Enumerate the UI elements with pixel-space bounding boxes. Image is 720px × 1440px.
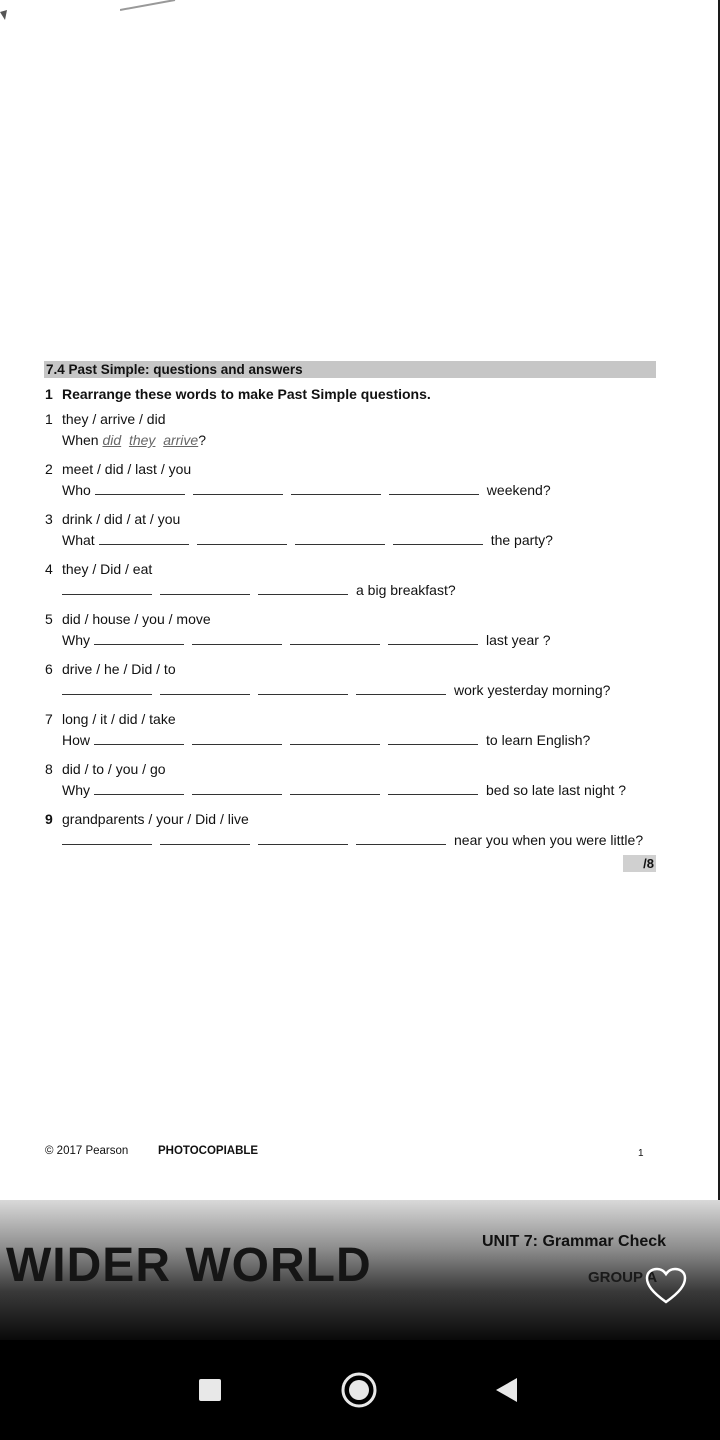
answer-blank[interactable] xyxy=(290,730,380,745)
answer-blank[interactable] xyxy=(197,530,287,545)
answer-blank[interactable] xyxy=(388,630,478,645)
answer-line xyxy=(62,430,206,450)
answer-blank[interactable] xyxy=(393,530,483,545)
unit-title: UNIT 7: Grammar Check xyxy=(482,1233,667,1250)
answer-blank[interactable] xyxy=(388,730,478,745)
exercise-number: 1 xyxy=(45,386,53,402)
page-number: 1 xyxy=(638,1148,644,1159)
answer-blank[interactable] xyxy=(192,780,282,795)
answer-line xyxy=(62,730,590,750)
question-number: 5 xyxy=(45,611,53,627)
answer-line xyxy=(62,580,456,600)
answer-start: Why xyxy=(62,632,90,648)
answer-blank[interactable] xyxy=(388,780,478,795)
answer-blank[interactable] xyxy=(291,480,381,495)
answer-end: weekend? xyxy=(486,482,551,498)
word-prompt: drive / he / Did / to xyxy=(62,661,176,677)
circle-icon xyxy=(340,1371,378,1409)
answer-blank[interactable] xyxy=(192,730,282,745)
triangle-back-icon xyxy=(493,1376,519,1404)
answer-blank[interactable] xyxy=(290,780,380,795)
word-prompt: did / to / you / go xyxy=(62,761,166,777)
book-banner xyxy=(0,1200,720,1340)
word-prompt: they / arrive / did xyxy=(62,411,166,427)
system-nav-bar xyxy=(0,1340,720,1440)
example-answer-word: arrive xyxy=(163,432,199,448)
question-number: 7 xyxy=(45,711,53,727)
group-label: GROUP A xyxy=(588,1269,658,1286)
word-prompt: long / it / did / take xyxy=(62,711,176,727)
heart-outline-icon[interactable] xyxy=(644,1266,688,1306)
answer-end: the party? xyxy=(490,532,553,548)
answer-line xyxy=(62,780,626,800)
question-number: 3 xyxy=(45,511,53,527)
scan-mark xyxy=(120,0,180,12)
answer-blank[interactable] xyxy=(94,730,184,745)
answer-blank[interactable] xyxy=(94,630,184,645)
photocopiable-label: PHOTOCOPIABLE xyxy=(158,1145,259,1157)
word-prompt: meet / did / last / you xyxy=(62,461,192,477)
answer-end: ? xyxy=(198,432,206,448)
answer-blank[interactable] xyxy=(62,830,152,845)
answer-start: Why xyxy=(62,782,90,798)
section-title: 7.4 Past Simple: questions and answers xyxy=(44,361,656,378)
answer-end: a big breakfast? xyxy=(356,582,456,598)
answer-blank[interactable] xyxy=(160,830,250,845)
answer-start: How xyxy=(62,732,91,748)
word-prompt: did / house / you / move xyxy=(62,611,211,627)
question-number: 8 xyxy=(45,761,53,777)
square-icon xyxy=(199,1379,221,1401)
answer-blank[interactable] xyxy=(290,630,380,645)
score-box: /8 xyxy=(623,855,656,872)
word-prompt: drink / did / at / you xyxy=(62,511,181,527)
answer-line xyxy=(62,630,551,650)
question-number: 1 xyxy=(45,411,53,427)
answer-blank[interactable] xyxy=(389,480,479,495)
back-button[interactable] xyxy=(486,1370,526,1410)
answer-blank[interactable] xyxy=(295,530,385,545)
answer-end: work yesterday morning? xyxy=(454,682,611,698)
answer-blank[interactable] xyxy=(95,480,185,495)
word-prompt: they / Did / eat xyxy=(62,561,153,577)
answer-blank[interactable] xyxy=(258,680,348,695)
question-number: 9 xyxy=(45,811,53,827)
answer-blank[interactable] xyxy=(94,780,184,795)
answer-start: Who xyxy=(62,482,91,498)
answer-blank[interactable] xyxy=(258,830,348,845)
answer-end: to learn English? xyxy=(486,732,591,748)
question-number: 4 xyxy=(45,561,53,577)
answer-line xyxy=(62,680,610,700)
recents-button[interactable] xyxy=(190,1370,230,1410)
question-number: 2 xyxy=(45,461,53,477)
question-number: 6 xyxy=(45,661,53,677)
answer-blank[interactable] xyxy=(62,680,152,695)
answer-line xyxy=(62,530,553,550)
instruction-text: Rearrange these words to make Past Simple questions. xyxy=(62,386,431,402)
example-answer-word: they xyxy=(128,432,156,448)
word-prompt: grandparents / your / Did / live xyxy=(62,811,249,827)
answer-line xyxy=(62,830,643,850)
copyright-text: © 2017 Pearson xyxy=(45,1145,129,1157)
answer-end: bed so late last night ? xyxy=(486,782,627,798)
answer-blank[interactable] xyxy=(62,580,152,595)
answer-start: When xyxy=(62,432,99,448)
answer-line xyxy=(62,480,551,500)
answer-blank[interactable] xyxy=(160,680,250,695)
home-button[interactable] xyxy=(339,1370,379,1410)
brand-logo: WIDER WORLD xyxy=(6,1239,372,1292)
example-answer-word: did xyxy=(102,432,122,448)
exercise-instruction xyxy=(45,386,431,402)
answer-blank[interactable] xyxy=(99,530,189,545)
answer-blank[interactable] xyxy=(356,680,446,695)
answer-blank[interactable] xyxy=(258,580,348,595)
answer-blank[interactable] xyxy=(160,580,250,595)
answer-blank[interactable] xyxy=(193,480,283,495)
answer-end: last year ? xyxy=(486,632,551,648)
answer-end: near you when you were little? xyxy=(454,832,644,848)
corner-mark xyxy=(0,0,8,22)
answer-blank[interactable] xyxy=(192,630,282,645)
answer-start: What xyxy=(62,532,95,548)
answer-blank[interactable] xyxy=(356,830,446,845)
